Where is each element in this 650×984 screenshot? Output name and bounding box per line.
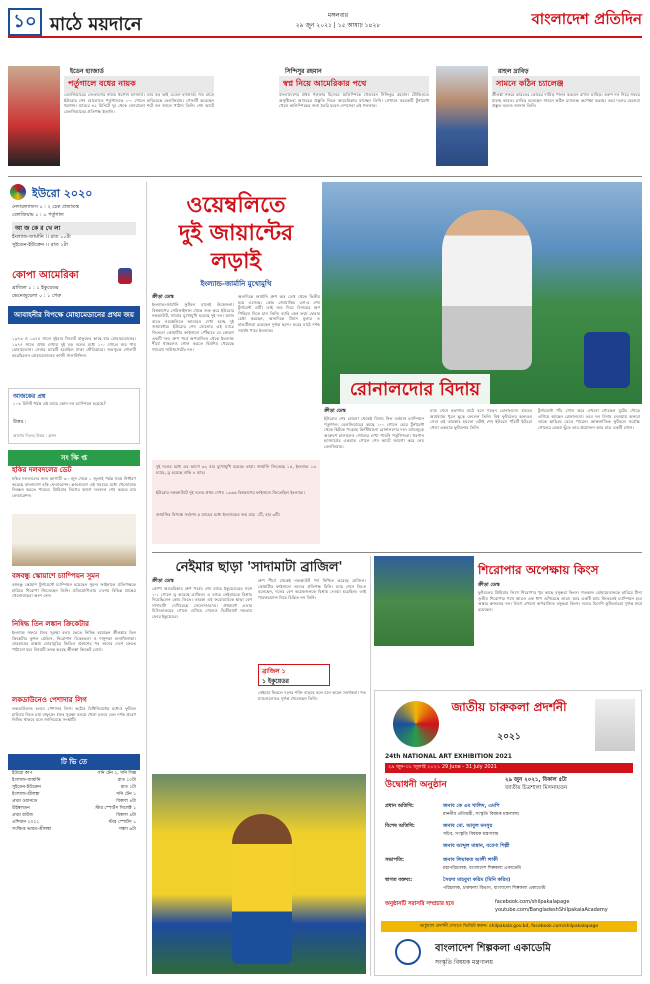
ad-title: জাতীয় চারুকলা প্রদর্শনী: [451, 700, 567, 714]
quiz-box: [8, 388, 140, 444]
story-headline: পর্তুগালে বধের নায়ক: [64, 76, 214, 93]
ad-chief-label: প্রধান অতিথি:: [385, 803, 414, 809]
brief-headline: হকির দলবদলের ডেট: [12, 466, 72, 474]
main-headline-3: লড়াই: [211, 249, 261, 274]
brand-logo: বাংলাদেশ প্রতিদিন: [531, 10, 642, 28]
ad-special-1: জনাব মো. আবুল মনসুর: [443, 823, 493, 829]
top-stories: [8, 62, 642, 170]
copa-result: ভেনেজুয়েলা ০ : ১ পেরু: [12, 293, 62, 299]
neymar-body-3: নেইমার ফিরলে দলের শক্তি বাড়বে বলে মনে করেন সমর্থকরা। গত ম্যাচগুলোতে দুর্দান্ত খেলেছেন তিনি।: [258, 690, 366, 701]
ad-chair-role: মহাপরিচালক, বাংলাদেশ শিল্পকলা একাডেমি: [443, 866, 521, 871]
issue-date: ২৯ জুন ২০২১ | ১৫ আষাঢ় ১৪২৮: [295, 22, 381, 29]
ronaldo-body-3: টুর্নামেন্টে পাঁচ গোল করে এখনো গোল্ডেন বুটের দৌড়ে এগিয়ে আছেন রোনালদো। তবে দল বিদায় নেওয়ায় অন্যরা তাকে ছাড়িয়ে যেতে পারেন। আন্তর্জাতিক ফুটবলে সর্বোচ্চ গোলের রেকর্ড ছুঁতে তার প্রয়োজন আর মাত্র একটি গোল।: [538, 408, 640, 430]
squash-brief: [8, 570, 140, 616]
kings-story: [374, 556, 642, 686]
neymar-body-2: গ্রুপ শীর্ষে থেকেই নকআউট পর্ব নিশ্চিত করেছে ব্রাজিল। কোয়ার্টার ফাইনালে তাদের প্রতিপক্ষ চিলি। ম্যাচ শেষে তিতে বলেছেন, দলের বেশ কয়েকজনকে বিশ্রাম দেওয়া হয়েছিল। তাই পারফরম্যান্স নিয়ে চিন্তিত নন তিনি।: [258, 578, 366, 600]
dravid-photo: [436, 66, 488, 166]
left-column: [8, 182, 140, 976]
fixture: ইংল্যান্ড-জার্মানি ।। রাত ১০টা: [12, 234, 71, 240]
story-name-tag: রাহুল দ্রাবিড়: [498, 68, 529, 75]
kings-body: ফুটবলের প্রিমিয়ার লিগে শিরোপার খুব কাছে বসুন্ধরা কিংস। গতকাল মোহামেডানকে হারিয়ে টানা তৃতীয় শিরোপার পথে আরও এক ধাপ এগিয়েছে তারা। আর একটি ম্যাচ জিতলেই চ্যাম্পিয়ন হবে অস্কার ব্রুজনের দল। লিগে এখনো অপরাজিত বসুন্ধরা কিংস। দলের বিদেশি ফুটবলাররা দুর্দান্ত ফর্মে রয়েছেন।: [478, 590, 642, 612]
ad-year: ২০২১: [497, 732, 521, 742]
tv-box: [8, 754, 140, 874]
ad-portrait: [595, 699, 635, 751]
hazard-photo: [8, 66, 60, 166]
quiz-answer: উত্তর :: [13, 419, 27, 425]
fixture: সুইডেন-ইউক্রেন ।। রাত ১টা: [12, 242, 68, 248]
brief-headline: লকডাউনেও পেশাদার লিগ: [12, 696, 87, 704]
ad-chair: জনাব লিয়াকত আলী লাকী: [443, 857, 498, 863]
stat-item: দুই দলের মধ্যে এর আগে ৩২ বার মুখোমুখি হয়েছে তারা। জার্মানি জিতেছে ১৫, ইংল্যান্ড ১৩ ম্যাচে, ড্র হয়েছে বাকি ৪ ম্যাচ।: [156, 464, 316, 475]
ad-chief: জনাব কে এম খালিদ, এমপি: [443, 803, 500, 809]
main-headline-2: দুই জায়ান্টের: [178, 221, 294, 246]
page-number: ১০: [8, 8, 42, 36]
ronaldo-story: [322, 379, 642, 550]
league-brief: [8, 694, 140, 750]
page-header: [8, 8, 642, 38]
stat-item: জার্মানির বিপক্ষে সর্বশেষ ৫ ম্যাচের মধ্যে ইংল্যান্ডের জয় মাত্র ১টি, হার ৩টি।: [156, 512, 281, 517]
story-name-tag: ইডেন হ্যাজার্ড: [70, 68, 104, 75]
abahani-body: ১৯৭৩ ও ১৯৭৪ সালে দুইবার সিলেট বাফুফের কাছে হার মোহামেডানের। ১৯৭৭ সালে প্রথম দেখায় দুই বড় দলের মধ্যে ১-০ গোলে জয় পায় মোহামেডান। সেবার ম্যাচটি হয়েছিল ঢাকা স্টেডিয়ামে। জয়সূচক গোলটি করেছিলেন মোহামেডানের কাজী সালাউদ্দিন।: [12, 336, 136, 358]
copa-title: কোপা আমেরিকা: [12, 270, 79, 281]
tv-listing: [12, 770, 136, 833]
ad-logo-icon: [393, 701, 439, 747]
issue-day: মঙ্গলবার: [327, 12, 349, 19]
squash-photo: [12, 514, 136, 566]
euro-box: [8, 182, 140, 266]
ad-opening: উদ্বোধনী অনুষ্ঠান: [385, 780, 447, 790]
tv-row: উইম্বলডন স্টার স্পোর্টস সিলেক্ট ১: [12, 806, 136, 811]
player-figure: [442, 210, 532, 370]
euro-result: বেলজিয়াম ১ : ০ পর্তুগাল: [12, 212, 64, 218]
ad-welcome-label: স্বাগত বক্তব্য:: [385, 877, 413, 883]
ronaldo-byline: ক্রীড়া ডেস্ক: [324, 408, 346, 414]
tv-row: সংক্ষিপ্ত ভারত-শ্রীলঙ্কা সন্ধ্যা ৬টা: [12, 827, 136, 832]
tv-row: প্রথম রাউন্ড বিকাল ৪টা: [12, 813, 136, 818]
ad-special-label: বিশেষ অতিথি:: [385, 823, 415, 829]
neymar-byline: ক্রীড়া ডেস্ক: [152, 578, 174, 584]
ad-venue: জাতীয় চিত্রশালা মিলনায়তন: [505, 785, 568, 791]
copa-result: ব্রাজিল ১ : ১ ইকুয়েডর: [12, 285, 59, 291]
brief-body: বঙ্গবন্ধু স্কোয়াশ টুর্নামেন্টে চ্যাম্পিয়ন হয়েছেন সুমন। ফাইনালে প্রতিপক্ষকে হারিয়ে শিরোপা জিতেছেন তিনি। প্রতিযোগিতায় দেশের বিভিন্ন প্রান্তের খেলোয়াড়রা অংশ নেন।: [12, 582, 136, 599]
brief-headline: নিষিদ্ধ তিন লঙ্কান ক্রিকেটার: [12, 620, 89, 628]
top-story-1: [8, 62, 216, 170]
ad-chair-label: সভাপতি:: [385, 857, 405, 863]
ad-chief-role: মাননীয় প্রতিমন্ত্রী, সংস্কৃতি বিষয়ক মন্ত্রণালয়: [443, 812, 519, 817]
ad-opening-time: ২৯ জুন ২০২১, বিকাল ৫টা: [505, 777, 567, 783]
ad-dates: ২৯ জুন-৩১ জুলাই ২০২১ 29 June - 31 July 2021: [385, 763, 633, 773]
tv-label: টি ভি তে: [8, 754, 140, 770]
brief-body: লকডাউনেও চলবে পেশাদার লিগ। কঠোর বিধিনিষেধের মধ্যেও ফুটবল চালিয়ে নিতে চায় বাফুফে। জৈব সুরক্ষা বলয়ে খেলা চলবে এবং দর্শক প্রবেশ নিষিদ্ধ থাকবে বলে জানিয়েছে সংস্থাটি।: [12, 706, 136, 723]
abahani-headline: আবাহনীর বিপক্ষে মোহামেডানের প্রথম জয়: [8, 306, 140, 324]
kings-photo: [374, 556, 474, 646]
hockey-brief: [8, 464, 140, 512]
ad-ministry: সংস্কৃতি বিষয়ক মন্ত্রণালয়: [435, 959, 493, 966]
section-title: মাঠে ময়দানে: [50, 14, 142, 35]
match-stats: [152, 460, 320, 544]
main-body-2: অন্যদিকে জার্মানি গ্রুপ অব ডেথ থেকে দ্বিতীয় হয়ে এসেছে। কোচ জোয়াকিম লো-র শেষ টুর্নামেন্ট এটি। তাই জয় দিয়ে বিদায়ের ক্ষণ পিছিয়ে দিতে চান তিনি। হ্যারি কেন ফর্মে ফেরার চেষ্টা করছেন, অন্যদিকে টমাস মুলার ও হাভার্টজরা রয়েছেন দুর্দান্ত ছন্দে। ঘরের মাঠে দর্শক সমর্থন পাবে ইংল্যান্ড।: [238, 294, 320, 333]
brief-body: হকির দলবদলের জন্য আগামী ৩০ জুন থেকে ১ জুলাই পর্যন্ত সময় নির্ধারণ করেছে বাংলাদেশ হকি ফেডারেশন। ক্লাবগুলো এই সময়ের মধ্যে খেলোয়াড় নিবন্ধন করতে পারবে। প্রিমিয়ার লিগের আগে দলবদল শেষ করতে চায় ফেডারেশন।: [12, 476, 136, 498]
tv-row: এশিয়ান ২০২১ স্টার স্পোর্টস ১: [12, 820, 136, 825]
euro-title: ইউরো ২০২০: [32, 187, 93, 200]
main-body-1: ইংল্যান্ড-জার্মানি ফুটবল মানেই উত্তেজনা। বিশ্বকাপের সেমিফাইনাল থেকে শুরু করে ইউরোর নকআউট, বহুবার মুখোমুখি হয়েছে দুই দল। আজ রাতে ওয়েম্বলিতে আবারও দেখা হচ্ছে দুই জায়ান্টের। ইউরোর শেষ ষোলোর এই ম্যাচে জিতলে কোয়ার্টার ফাইনালে পৌঁছাবে যে কোনো একটি দল। গ্রুপ পর্বে অপরাজিত থেকে ইংল্যান্ড শীর্ষে থাকলেও গোল করতে হিমশিম খেয়েছে গ্যারেথ সাউথগেটের দল।: [152, 302, 234, 352]
tv-row: সুইডেন-ইউক্রেন রাত ১টা: [12, 785, 136, 790]
euro-badge-icon: [584, 332, 630, 388]
copa-trophy-icon: [118, 268, 132, 284]
brief-body: ইংল্যান্ড সফরে জৈব সুরক্ষা বলয় ভেঙে নিষিদ্ধ হয়েছেন শ্রীলঙ্কার তিন ক্রিকেটার কুশল মেন্ডিস, নিরোশান ডিকভেলা ও দানুশকা গুনাথিলাকা। ডারহামের রাস্তায় ঘোরাঘুরির ভিডিও প্রকাশের পর তাদের দেশে ফেরত পাঠানো হয়। বিষয়টি তদন্ত করছে শ্রীলঙ্কা ক্রিকেট বোর্ড।: [12, 630, 136, 652]
tv-row: প্রথম ওয়ানডে বিকাল ৪টা: [12, 799, 136, 804]
neymar-story: [152, 556, 366, 976]
main-subhead: ইংল্যান্ড-জার্মানি মুখোমুখি: [200, 280, 272, 288]
ad-visit: ভার্চুয়াল প্রদর্শনী দেখতে ভিজিট করুন: shilpakala.gov.bd, facebook.com/shilpakalapage: [381, 921, 637, 932]
euro-logo-icon: [10, 184, 26, 200]
tv-row: ইউরো কাপ সনি টেন ২, সনি সিক্স: [12, 771, 136, 776]
ad-org: বাংলাদেশ শিল্পকলা একাডেমি: [435, 943, 551, 954]
player-figure: [232, 814, 292, 964]
ronaldo-body-1: ইউরোর শেষ ষোলো থেকেই বিদায় নিল বর্তমান চ্যাম্পিয়ন পর্তুগাল। বেলজিয়ামের কাছে ১-০ গোলে হেরে টুর্নামেন্ট থেকে ছিটকে পড়েছে ক্রিস্টিয়ানো রোনালদোর দল। ম্যাচজুড়ে আক্রমণ চালালেও গোলের দেখা পায়নি পর্তুগিজরা। থরগান হ্যাজার্ডের একমাত্র গোলে শেষ আটে জায়গা করে নেয় বেলজিয়াম।: [324, 416, 424, 449]
brazil-photo: [152, 774, 366, 974]
score-sub: ১ ইকুয়েডর: [262, 678, 289, 685]
briefs-label: সং ক্ষি প্ত: [8, 450, 140, 466]
ad-en-title: 24th NATIONAL ART EXHIBITION 2021: [385, 753, 512, 760]
quiz-prev: আগের দিনের উত্তর : ফ্রান্স: [13, 433, 57, 438]
story-body: বাংলাদেশের প্রথম গলফার হিসেবে অলিম্পিকে খেলবেন সিদ্দিকুর রহমান। টোকিওতে অনুষ্ঠিতব্য আসরের প্রস্তুতি নিতে আমেরিকায় যাচ্ছেন তিনি। সেখানে কয়েকটি টুর্নামেন্ট খেলে অলিম্পিকের জন্য তৈরি হবেন দেশসেরা এই গলফার।: [279, 92, 429, 109]
top-story-2: [223, 62, 431, 170]
main-byline: ক্রীড়া ডেস্ক: [152, 294, 174, 300]
quiz-question: ১০৮ মিনিট পর্যন্ত এই ম্যাচে কোন দল চ্যাম্পিয়ন হয়েছে?: [13, 401, 106, 406]
golfer-photo: [223, 66, 275, 166]
cricketers-brief: [8, 618, 140, 692]
story-headline: সামনে কঠিন চ্যালেঞ্জ: [492, 76, 640, 93]
tv-row: ইংল্যান্ড-শ্রীলঙ্কা সনি টেন ১: [12, 792, 136, 797]
kings-headline: শিরোপার অপেক্ষায় কিংস: [478, 563, 599, 577]
story-name-tag: সিন্দিসুর রহমান: [285, 68, 322, 75]
ronaldo-headline: রোনালদোর বিদায়: [340, 374, 490, 407]
ad-youtube-link[interactable]: youtube.com/BangladeshShilpakalaAcademy: [495, 907, 608, 913]
ad-special-2: জনাব আব্দুল মান্নান, বরেণ্য শিল্পী: [443, 843, 510, 849]
ad-special-1-role: সচিব, সংস্কৃতি বিষয়ক মন্ত্রণালয়: [443, 832, 499, 837]
score-label: ব্রাজিল ১: [262, 668, 286, 675]
main-headline-1: ওয়েম্বলিতে: [186, 193, 286, 218]
ad-facebook-link[interactable]: facebook.com/shilpakalapage: [495, 899, 570, 905]
ad-welcome: সৈয়দা মাহবুবা করিম (মিনি করিম): [443, 877, 511, 883]
abahani-box: [8, 306, 140, 384]
tv-row: ইংল্যান্ড-জার্মানি রাত ১০টা: [12, 778, 136, 783]
art-exhibition-ad: [374, 690, 642, 976]
ronaldo-body-2: ম্যাচ শেষে হতাশায় মাঠে বসে পড়েন রোনালদো। হাতের আর্মব্যান্ড খুলে ছুড়ে ফেলেন তিনি। বিশ্ব ফুটবলের অন্যতম সেরা এই তারকার হয়তো এটাই শেষ ইউরো। পাঁচটি ইউরো খেলা একমাত্র ফুটবলার তিনি।: [430, 408, 532, 430]
story-body: শ্রীলঙ্কা সফরে ভারতের কোচের দায়িত্ব পালন করবেন রাহুল দ্রাবিড়। তরুণ দল নিয়ে সফরে যাচ্ছে ভারত। দ্রাবিড় বলেছেন সামনে কঠিন চ্যালেঞ্জ অপেক্ষা করছে। তবে দলের ছেলেরা প্রস্তুত বলেও জানান তিনি।: [492, 92, 640, 109]
kings-byline: ক্রীড়া ডেস্ক: [478, 582, 500, 588]
academy-logo-icon: [395, 939, 421, 965]
today-label: আ জ কে র খে লা: [12, 222, 136, 235]
story-body: বেলজিয়ামের জেতানোর নায়ক থরগান হ্যাজার্ড। তার বড় ভাই এডেন হ্যাজার্ড। গত রাতে ইউরোর শেষ ষোলোতে পর্তুগালকে ১-০ গোলে হারিয়েছে বেলজিয়াম। গোলটি করেছেন থরগান। ম্যাচের ৪২ মিনিটে দূর থেকে জোরালো শটে বল জালে পাঠান তিনি। শেষ আটে বেলজিয়ামের প্রতিপক্ষ ইতালি।: [64, 92, 214, 114]
neymar-body-1: কোপা আমেরিকার গ্রুপ পর্বের শেষ ম্যাচে ইকুয়েডরের সঙ্গে ১-১ গোলে ড্র করেছে ব্রাজিল। এ ম্যাচে নেইমারকে বিশ্রাম দিয়েছিলেন কোচ তিতে। তারকা এই ফরোয়ার্ডকে ছাড়া বেশ সাদামাটা দেখিয়েছে সেলেসাওদের। প্রথমার্ধে এডার মিলিতাওয়ের গোলে এগিয়ে গেলেও দ্বিতীয়ার্ধে সমতায় ফেরে ইকুয়েডর।: [152, 586, 252, 619]
ronaldo-photo: [322, 182, 642, 404]
top-story-3: [436, 62, 642, 170]
copa-box: [8, 268, 140, 304]
quiz-label: আজকের প্রশ্ন: [13, 393, 46, 400]
stat-item: ইউরোর নকআউটে দুই দলের প্রথম দেখা। ১৯৬৬ বিশ্বকাপের ফাইনালে জিতেছিল ইংল্যান্ড।: [156, 490, 305, 495]
story-headline: স্বপ্ন নিয়ে আমেরিকার পথে: [279, 76, 429, 93]
brief-headline: বঙ্গবন্ধু স্কোয়াশে চ্যাম্পিয়ন সুমন: [12, 572, 100, 580]
neymar-headline: নেইমার ছাড়া 'সাদামাটা ব্রাজিল': [175, 560, 343, 575]
ad-live: অনুষ্ঠানটি সরাসরি সম্প্রচার হবে: [385, 901, 454, 907]
score-box: [258, 664, 330, 686]
ad-welcome-role: পরিচালক, চারুকলা বিভাগ, বাংলাদেশ শিল্পকলা একাডেমি: [443, 886, 546, 891]
euro-result: নেদারল্যান্ডস ০ : ২ চেক প্রজাতন্ত্র: [12, 204, 79, 210]
